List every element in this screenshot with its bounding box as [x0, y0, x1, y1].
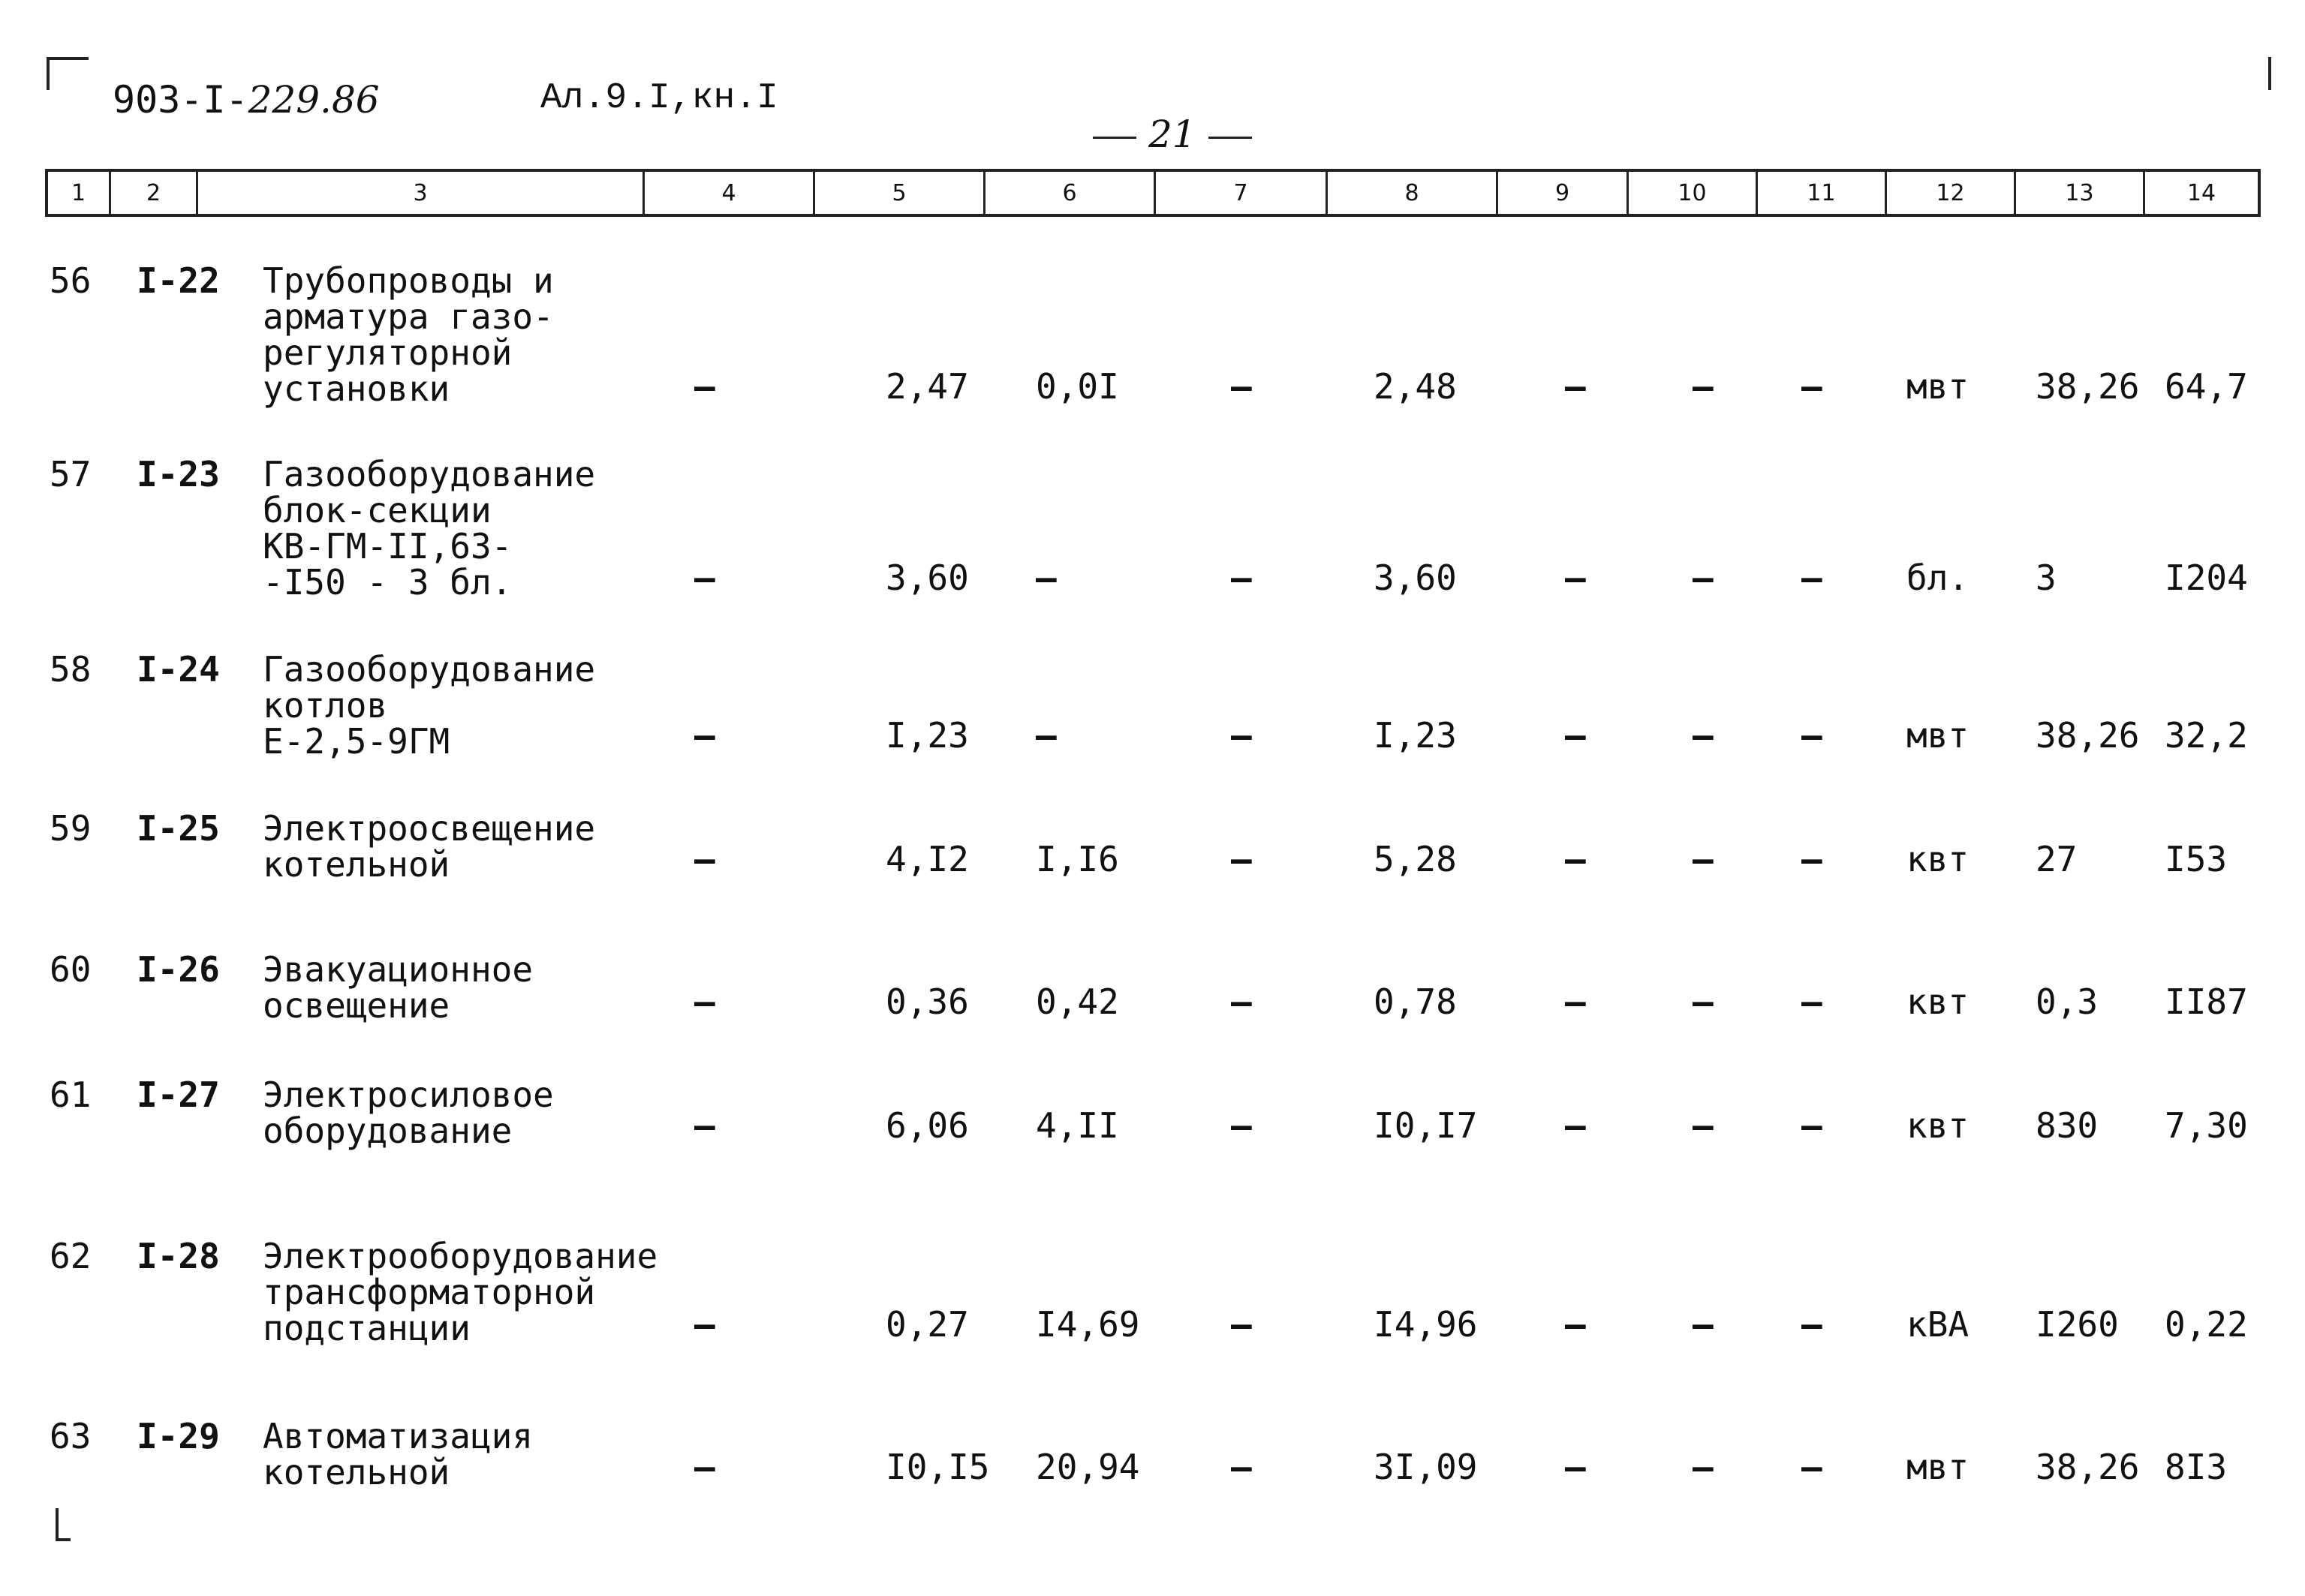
cell-c13: 38,26 [2036, 715, 2140, 756]
row-code: I-26 [137, 949, 220, 990]
cell-c7: – [1231, 1105, 1252, 1146]
cell-c12: квт [1906, 839, 1969, 879]
row-name: Электросиловое оборудование [263, 1075, 554, 1151]
cell-c13: 0,3 [2036, 981, 2099, 1022]
cell-c14: II87 [2165, 981, 2248, 1022]
cell-c11: – [1801, 366, 1822, 407]
cell-c14: 32,2 [2165, 715, 2248, 756]
cell-c13: 830 [2036, 1105, 2099, 1146]
cell-c14: I204 [2165, 558, 2248, 598]
cell-c10: – [1693, 1447, 1714, 1487]
cell-c7: – [1231, 715, 1252, 756]
cell-c11: – [1801, 715, 1822, 756]
cell-c5: 0,27 [886, 1304, 969, 1345]
row-number: 56 [50, 260, 92, 301]
cell-c6: I4,69 [1036, 1304, 1140, 1345]
row-code: I-24 [137, 649, 220, 690]
cell-c12: квт [1906, 1105, 1969, 1146]
album-reference: Ал.9.I,кн.I [540, 78, 778, 119]
document-code-prefix: 903-I- [113, 78, 248, 122]
cell-c13: 27 [2036, 839, 2078, 879]
cell-c7: – [1231, 1304, 1252, 1345]
cell-c8: I0,I7 [1374, 1105, 1478, 1146]
cell-c6: 0,0I [1036, 366, 1119, 407]
row-number: 58 [50, 649, 92, 690]
cell-c12: бл. [1906, 558, 1969, 598]
cell-c7: – [1231, 981, 1252, 1022]
row-number: 62 [50, 1236, 92, 1276]
cell-c9: – [1565, 1304, 1586, 1345]
row-code: I-29 [137, 1416, 220, 1456]
column-header-4: 4 [645, 172, 815, 214]
column-header-1: 1 [48, 172, 111, 214]
cell-c10: – [1693, 558, 1714, 598]
cell-c10: – [1693, 715, 1714, 756]
cell-c8: 2,48 [1374, 366, 1457, 407]
cell-c6: 0,42 [1036, 981, 1119, 1022]
column-header-5: 5 [815, 172, 985, 214]
column-header-3: 3 [198, 172, 645, 214]
cell-c13: 38,26 [2036, 366, 2140, 407]
cell-c5: I,23 [886, 715, 969, 756]
cell-c5: 0,36 [886, 981, 969, 1022]
cell-c4: – [694, 1447, 715, 1487]
row-number: 60 [50, 949, 92, 990]
document-code-handwritten: 229.86 [248, 78, 380, 122]
column-header-13: 13 [2016, 172, 2145, 214]
row-code: I-28 [137, 1236, 220, 1276]
column-header-11: 11 [1758, 172, 1887, 214]
cell-c12: мвт [1906, 366, 1969, 407]
row-name: Трубопроводы и арматура газо- регуляторной установки [263, 260, 554, 409]
cell-c4: – [694, 558, 715, 598]
row-name: Газооборудование котлов Е-2,5-9ГМ [263, 649, 596, 762]
cell-c12: мвт [1906, 1447, 1969, 1487]
cell-c11: – [1801, 981, 1822, 1022]
cell-c8: 3I,09 [1374, 1447, 1478, 1487]
row-number: 61 [50, 1075, 92, 1115]
cell-c7: – [1231, 839, 1252, 879]
cell-c8: 0,78 [1374, 981, 1457, 1022]
column-header-10: 10 [1629, 172, 1758, 214]
cell-c4: – [694, 715, 715, 756]
cell-c7: – [1231, 1447, 1252, 1487]
cell-c11: – [1801, 839, 1822, 879]
cell-c4: – [694, 981, 715, 1022]
cell-c8: I,23 [1374, 715, 1457, 756]
row-number: 59 [50, 808, 92, 849]
row-name: Электроосвещение котельной [263, 808, 596, 885]
cell-c5: 3,60 [886, 558, 969, 598]
cell-c6: 20,94 [1036, 1447, 1140, 1487]
row-number: 63 [50, 1416, 92, 1456]
cell-c6: – [1036, 558, 1057, 598]
column-header-2: 2 [111, 172, 198, 214]
cell-c10: – [1693, 1304, 1714, 1345]
column-header-6: 6 [985, 172, 1156, 214]
column-header-8: 8 [1328, 172, 1498, 214]
cell-c6: – [1036, 715, 1057, 756]
cell-c4: – [694, 839, 715, 879]
cell-c9: – [1565, 1105, 1586, 1146]
cell-c10: – [1693, 366, 1714, 407]
cell-c9: – [1565, 1447, 1586, 1487]
cell-c14: 64,7 [2165, 366, 2248, 407]
cell-c13: I260 [2036, 1304, 2119, 1345]
cell-c14: 8I3 [2165, 1447, 2228, 1487]
row-code: I-25 [137, 808, 220, 849]
cell-c14: 0,22 [2165, 1304, 2248, 1345]
cell-c7: – [1231, 558, 1252, 598]
cell-c10: – [1693, 1105, 1714, 1146]
cell-c12: квт [1906, 981, 1969, 1022]
row-code: I-23 [137, 454, 220, 494]
cell-c9: – [1565, 558, 1586, 598]
cell-c11: – [1801, 1105, 1822, 1146]
cell-c6: I,I6 [1036, 839, 1119, 879]
column-header-12: 12 [1887, 172, 2016, 214]
cell-c11: – [1801, 558, 1822, 598]
row-name: Газооборудование блок-секции КВ-ГМ-II,63- -I50 - 3 бл. [263, 454, 596, 603]
cell-c8: I4,96 [1374, 1304, 1478, 1345]
cell-c14: I53 [2165, 839, 2228, 879]
cell-c5: 6,06 [886, 1105, 969, 1146]
cell-c13: 3 [2036, 558, 2057, 598]
cell-c4: – [694, 366, 715, 407]
cell-c12: мвт [1906, 715, 1969, 756]
row-code: I-27 [137, 1075, 220, 1115]
cell-c4: – [694, 1105, 715, 1146]
cell-c7: – [1231, 366, 1252, 407]
row-name: Эвакуационное освещение [263, 949, 534, 1026]
cell-c8: 5,28 [1374, 839, 1457, 879]
cell-c9: – [1565, 715, 1586, 756]
cell-c10: – [1693, 981, 1714, 1022]
column-header-14: 14 [2186, 179, 2216, 206]
row-code: I-22 [137, 260, 220, 301]
cell-c9: – [1565, 366, 1586, 407]
cell-c9: – [1565, 839, 1586, 879]
cell-c11: – [1801, 1304, 1822, 1345]
cell-c4: – [694, 1304, 715, 1345]
cell-c12: кВА [1906, 1304, 1969, 1345]
row-name: Автоматизация котельной [263, 1416, 534, 1492]
cell-c10: – [1693, 839, 1714, 879]
cell-c8: 3,60 [1374, 558, 1457, 598]
row-number: 57 [50, 454, 92, 494]
row-name: Электрооборудование трансформаторной подстанции [263, 1236, 658, 1348]
column-header-7: 7 [1156, 172, 1328, 214]
cell-c9: – [1565, 981, 1586, 1022]
cell-c11: – [1801, 1447, 1822, 1487]
cell-c14: 7,30 [2165, 1105, 2248, 1146]
cell-c6: 4,II [1036, 1105, 1119, 1146]
cell-c5: I0,I5 [886, 1447, 990, 1487]
column-header-9: 9 [1498, 172, 1629, 214]
cell-c13: 38,26 [2036, 1447, 2140, 1487]
page-number: 21 [1081, 113, 1264, 156]
cell-c5: 4,I2 [886, 839, 969, 879]
cell-c5: 2,47 [886, 366, 969, 407]
